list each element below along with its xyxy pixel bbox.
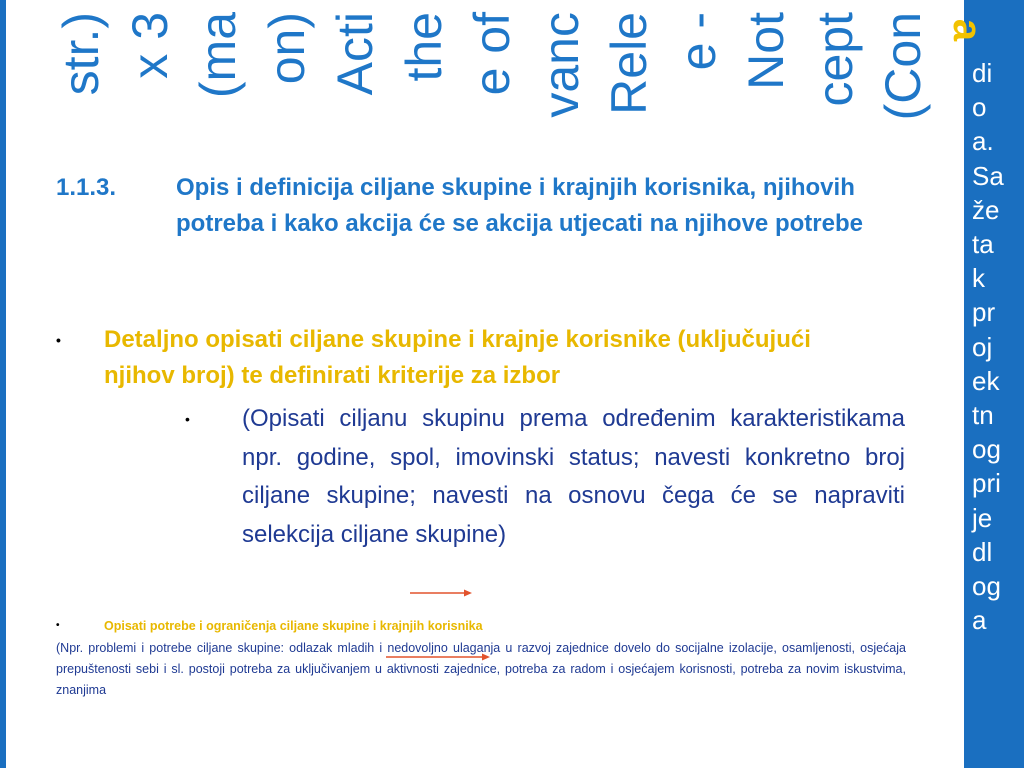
sidebar-text-line: o [972, 92, 987, 123]
sidebar-text-line: ek [972, 365, 1000, 396]
rotated-title-fragment: (Con [875, 12, 931, 121]
sidebar-text-line: pr [972, 297, 996, 328]
rotated-title-fragment: on) [258, 12, 315, 85]
rotated-title-fragment: the [395, 12, 452, 82]
red-arrow-icon [386, 652, 490, 662]
sidebar-text-line: a. [972, 126, 994, 157]
sidebar-text-line: ta [972, 229, 994, 260]
sidebar-text-line: Sa [972, 160, 1004, 191]
sidebar-text-line: tn [972, 400, 994, 431]
bullet-small-text: Opisati potrebe i ograničenja ciljane skupine i krajnjih korisnika [104, 619, 483, 633]
rotated-title-fragment: cept [806, 12, 863, 107]
red-arrow-icon [410, 588, 472, 598]
bullet-marker: • [56, 332, 61, 348]
sidebar-text-line: je [972, 502, 993, 533]
sidebar-text-line: og [972, 434, 1001, 465]
bullet-marker: • [56, 620, 60, 631]
sidebar-accent-letter: a [945, 18, 990, 42]
rotated-title-fragment: Acti [327, 12, 383, 96]
rotated-title-fragment: str.) [53, 12, 109, 96]
rotated-title-fragment: e - [669, 12, 726, 71]
right-sidebar-gap [950, 0, 964, 768]
rotated-title-fragment: vanc [532, 12, 589, 118]
rotated-title-fragment: Not [738, 12, 794, 90]
sidebar-text-line: oj [972, 331, 993, 362]
left-accent-bar [0, 0, 6, 768]
rotated-title [53, 12, 931, 142]
sidebar-text-line: di [972, 58, 993, 88]
example-paragraph: (Npr. problemi i potrebe ciljane skupine: odlazak mladih i nedovoljno ulaganja u razvoj zajednice dovelo do socijalne izolacije, osamljenosti, osjećaja prepuštenosti sebi i sl. postoji potreba za uključivanjem u aktivnosti zajednice, potreba za radom i osjećajem korisnosti, potreba za novim iskustvima, znanjima [56, 641, 906, 697]
rotated-title-fragment: (ma [190, 12, 246, 99]
section-number: 1.1.3. [56, 174, 117, 201]
bullet-sub-text: (Opisati ciljanu skupinu prema određenim karakteristikama npr. godine, spol, imovinski status; navesti konkretno broj ciljane skupine; navesti na osnovu čega će se napraviti selekcija ciljane skupine) [242, 405, 905, 548]
rotated-title-fragment: x 3 [121, 12, 178, 79]
section-title: Opis i definicija ciljane skupine i krajnjih korisnika, njihovih potreba i kako akcija će se akcija utjecati na njihove potrebe [176, 174, 863, 237]
sidebar-text-line: a [972, 605, 987, 636]
rotated-title-fragment: Rele [601, 12, 657, 115]
sidebar-text-line: dl [972, 536, 993, 567]
rotated-title-fragment: e of [464, 12, 520, 96]
bullet-marker: • [185, 411, 190, 427]
sidebar-text-line: og [972, 571, 1001, 602]
sidebar-text-line: k [972, 263, 985, 294]
sidebar-vertical-text [972, 56, 1020, 637]
bullet-main-text: Detaljno opisati ciljane skupine i krajnje korisnike (uključujući njihov broj) te definirati kriterije za izbor [104, 326, 811, 389]
sidebar-text-line: že [972, 194, 1000, 225]
sidebar-text-line: pri [972, 468, 1001, 499]
